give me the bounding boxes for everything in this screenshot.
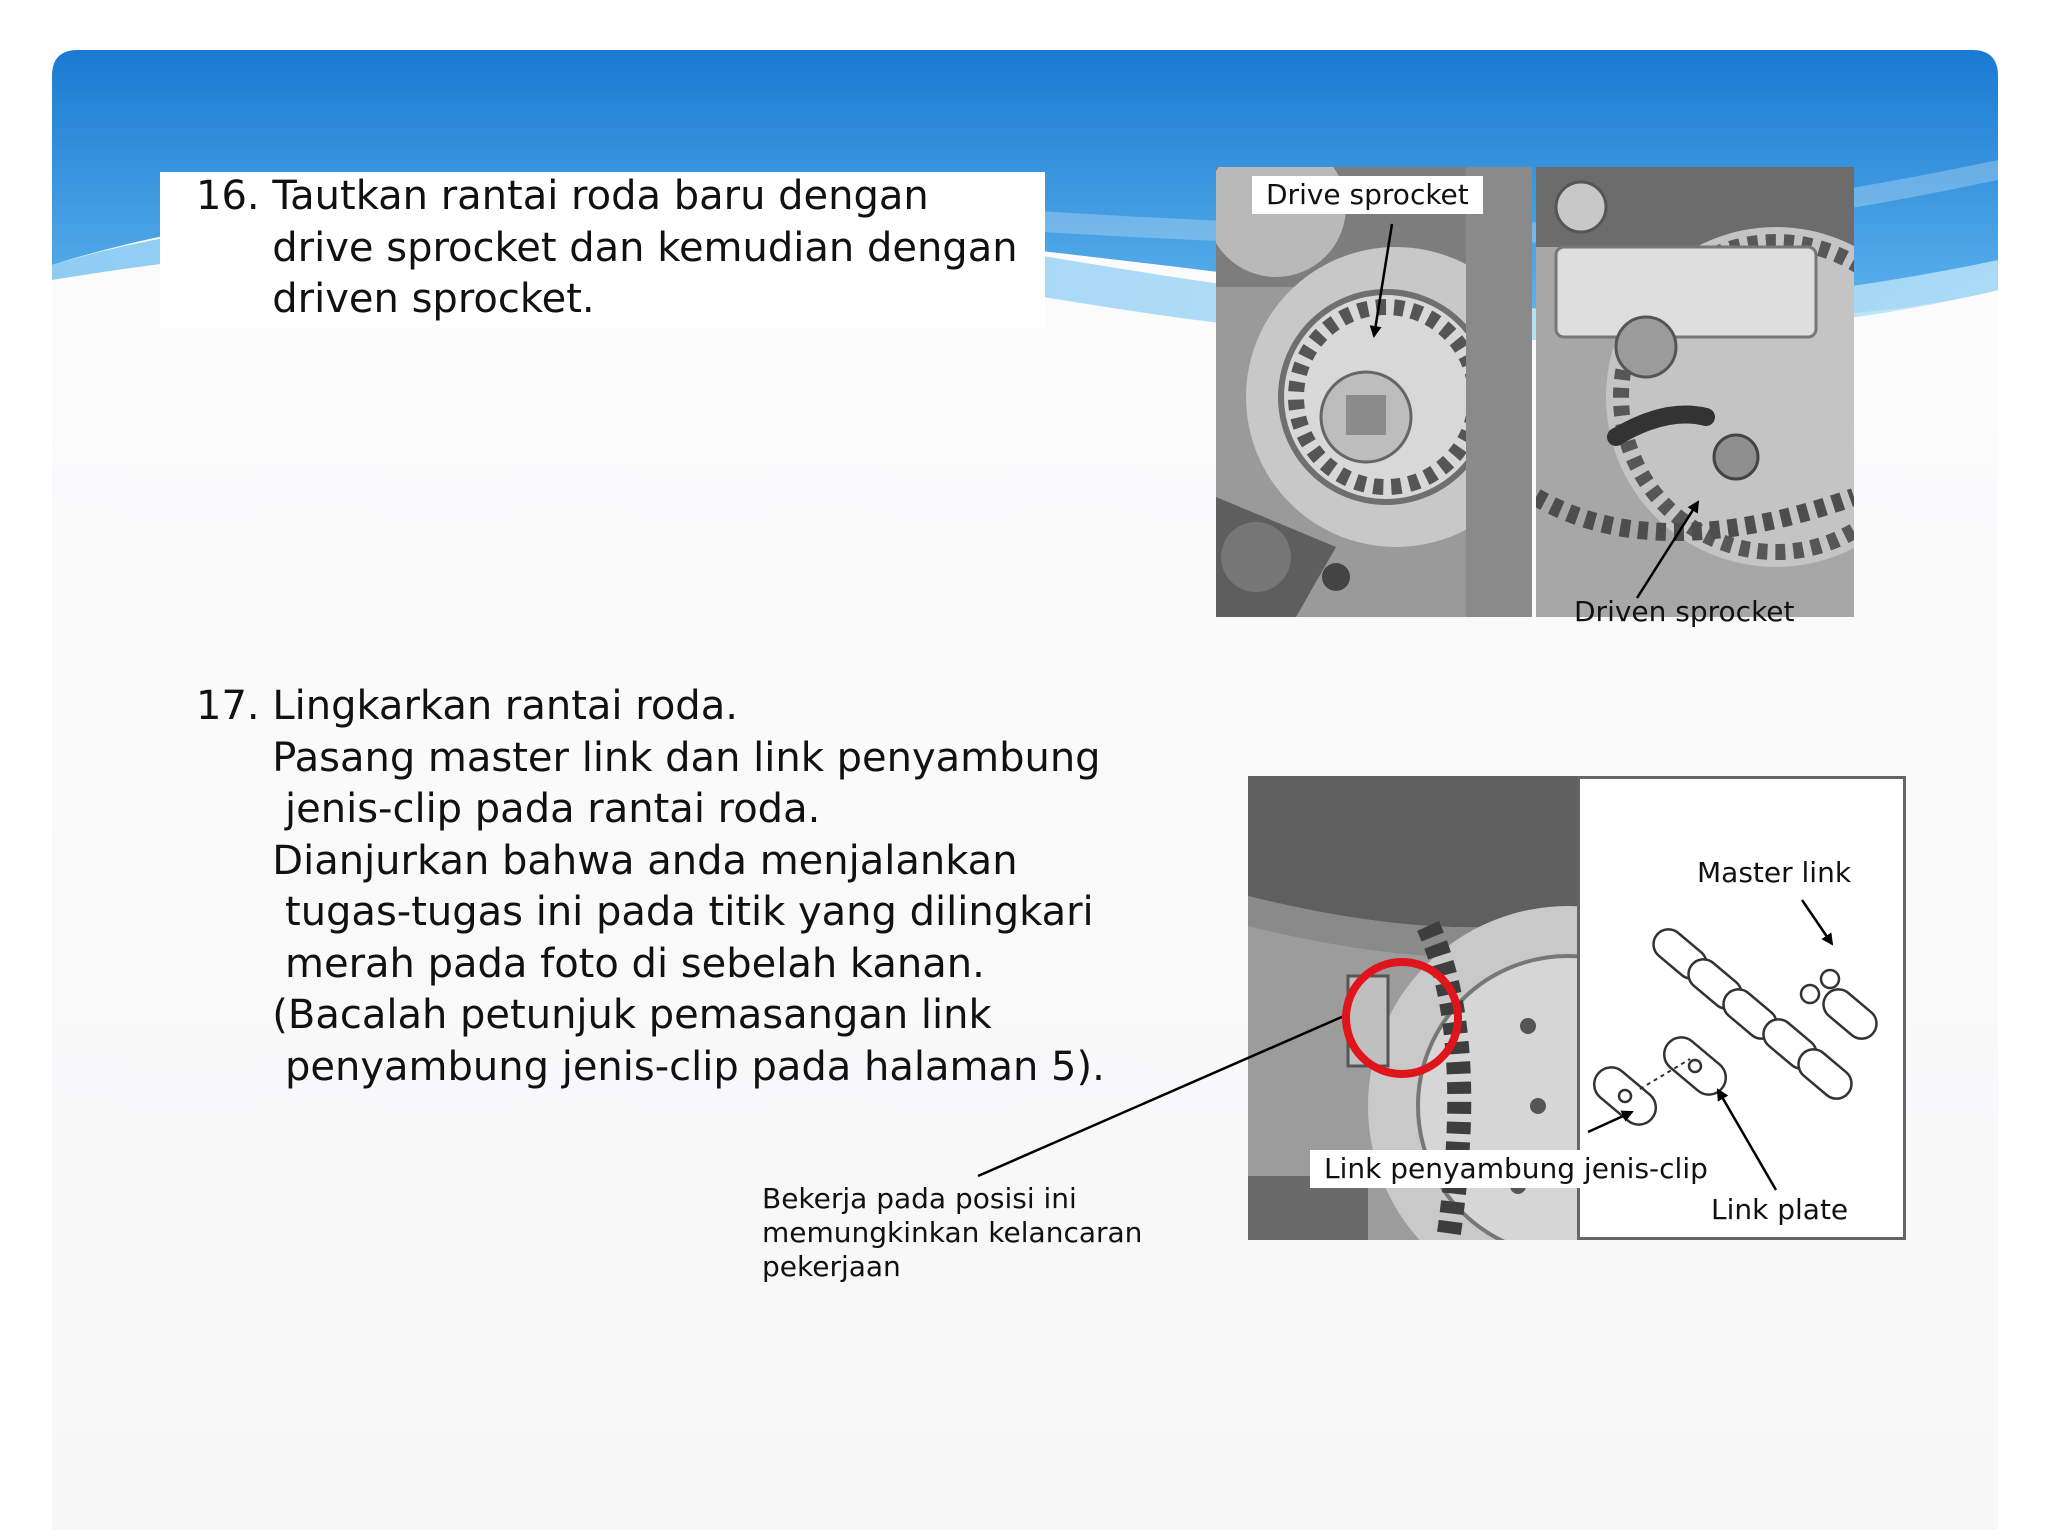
work-position-arrow [978,1016,1344,1176]
drive-sprocket-arrow [1374,224,1392,336]
master-link-arrow [1802,900,1832,944]
link-plate-arrow [1718,1090,1776,1190]
step-17-text: 17. Lingkarkan rantai roda. Pasang master link dan link penyambung jenis-clip pada rantai roda. Dianjurkan bahwa anda menjalankan tugas-tugas ini pada titik yang dilingkari merah pada foto di sebelah kanan. (Bacalah petunjuk pemasangan link penyambung jenis-clip pada halaman 5). [196,683,1105,1090]
work-position-highlight [1346,962,1458,1074]
driven-sprocket-arrow [1637,502,1698,598]
driven-sprocket-label: Driven sprocket [1574,595,1795,628]
master-link-label: Master link [1697,856,1852,889]
clip-link-arrow [1588,1112,1632,1132]
drive-sprocket-label: Drive sprocket [1252,176,1483,214]
link-plate-label: Link plate [1711,1193,1849,1226]
step-16-text: 16. Tautkan rantai roda baru dengan drive sprocket dan kemudian dengan driven sprocket. [196,173,1018,322]
work-position-note: Bekerja pada posisi ini memungkinkan kelancaran pekerjaan [762,1182,1143,1283]
clip-link-label: Link penyambung jenis-clip [1310,1150,1722,1188]
